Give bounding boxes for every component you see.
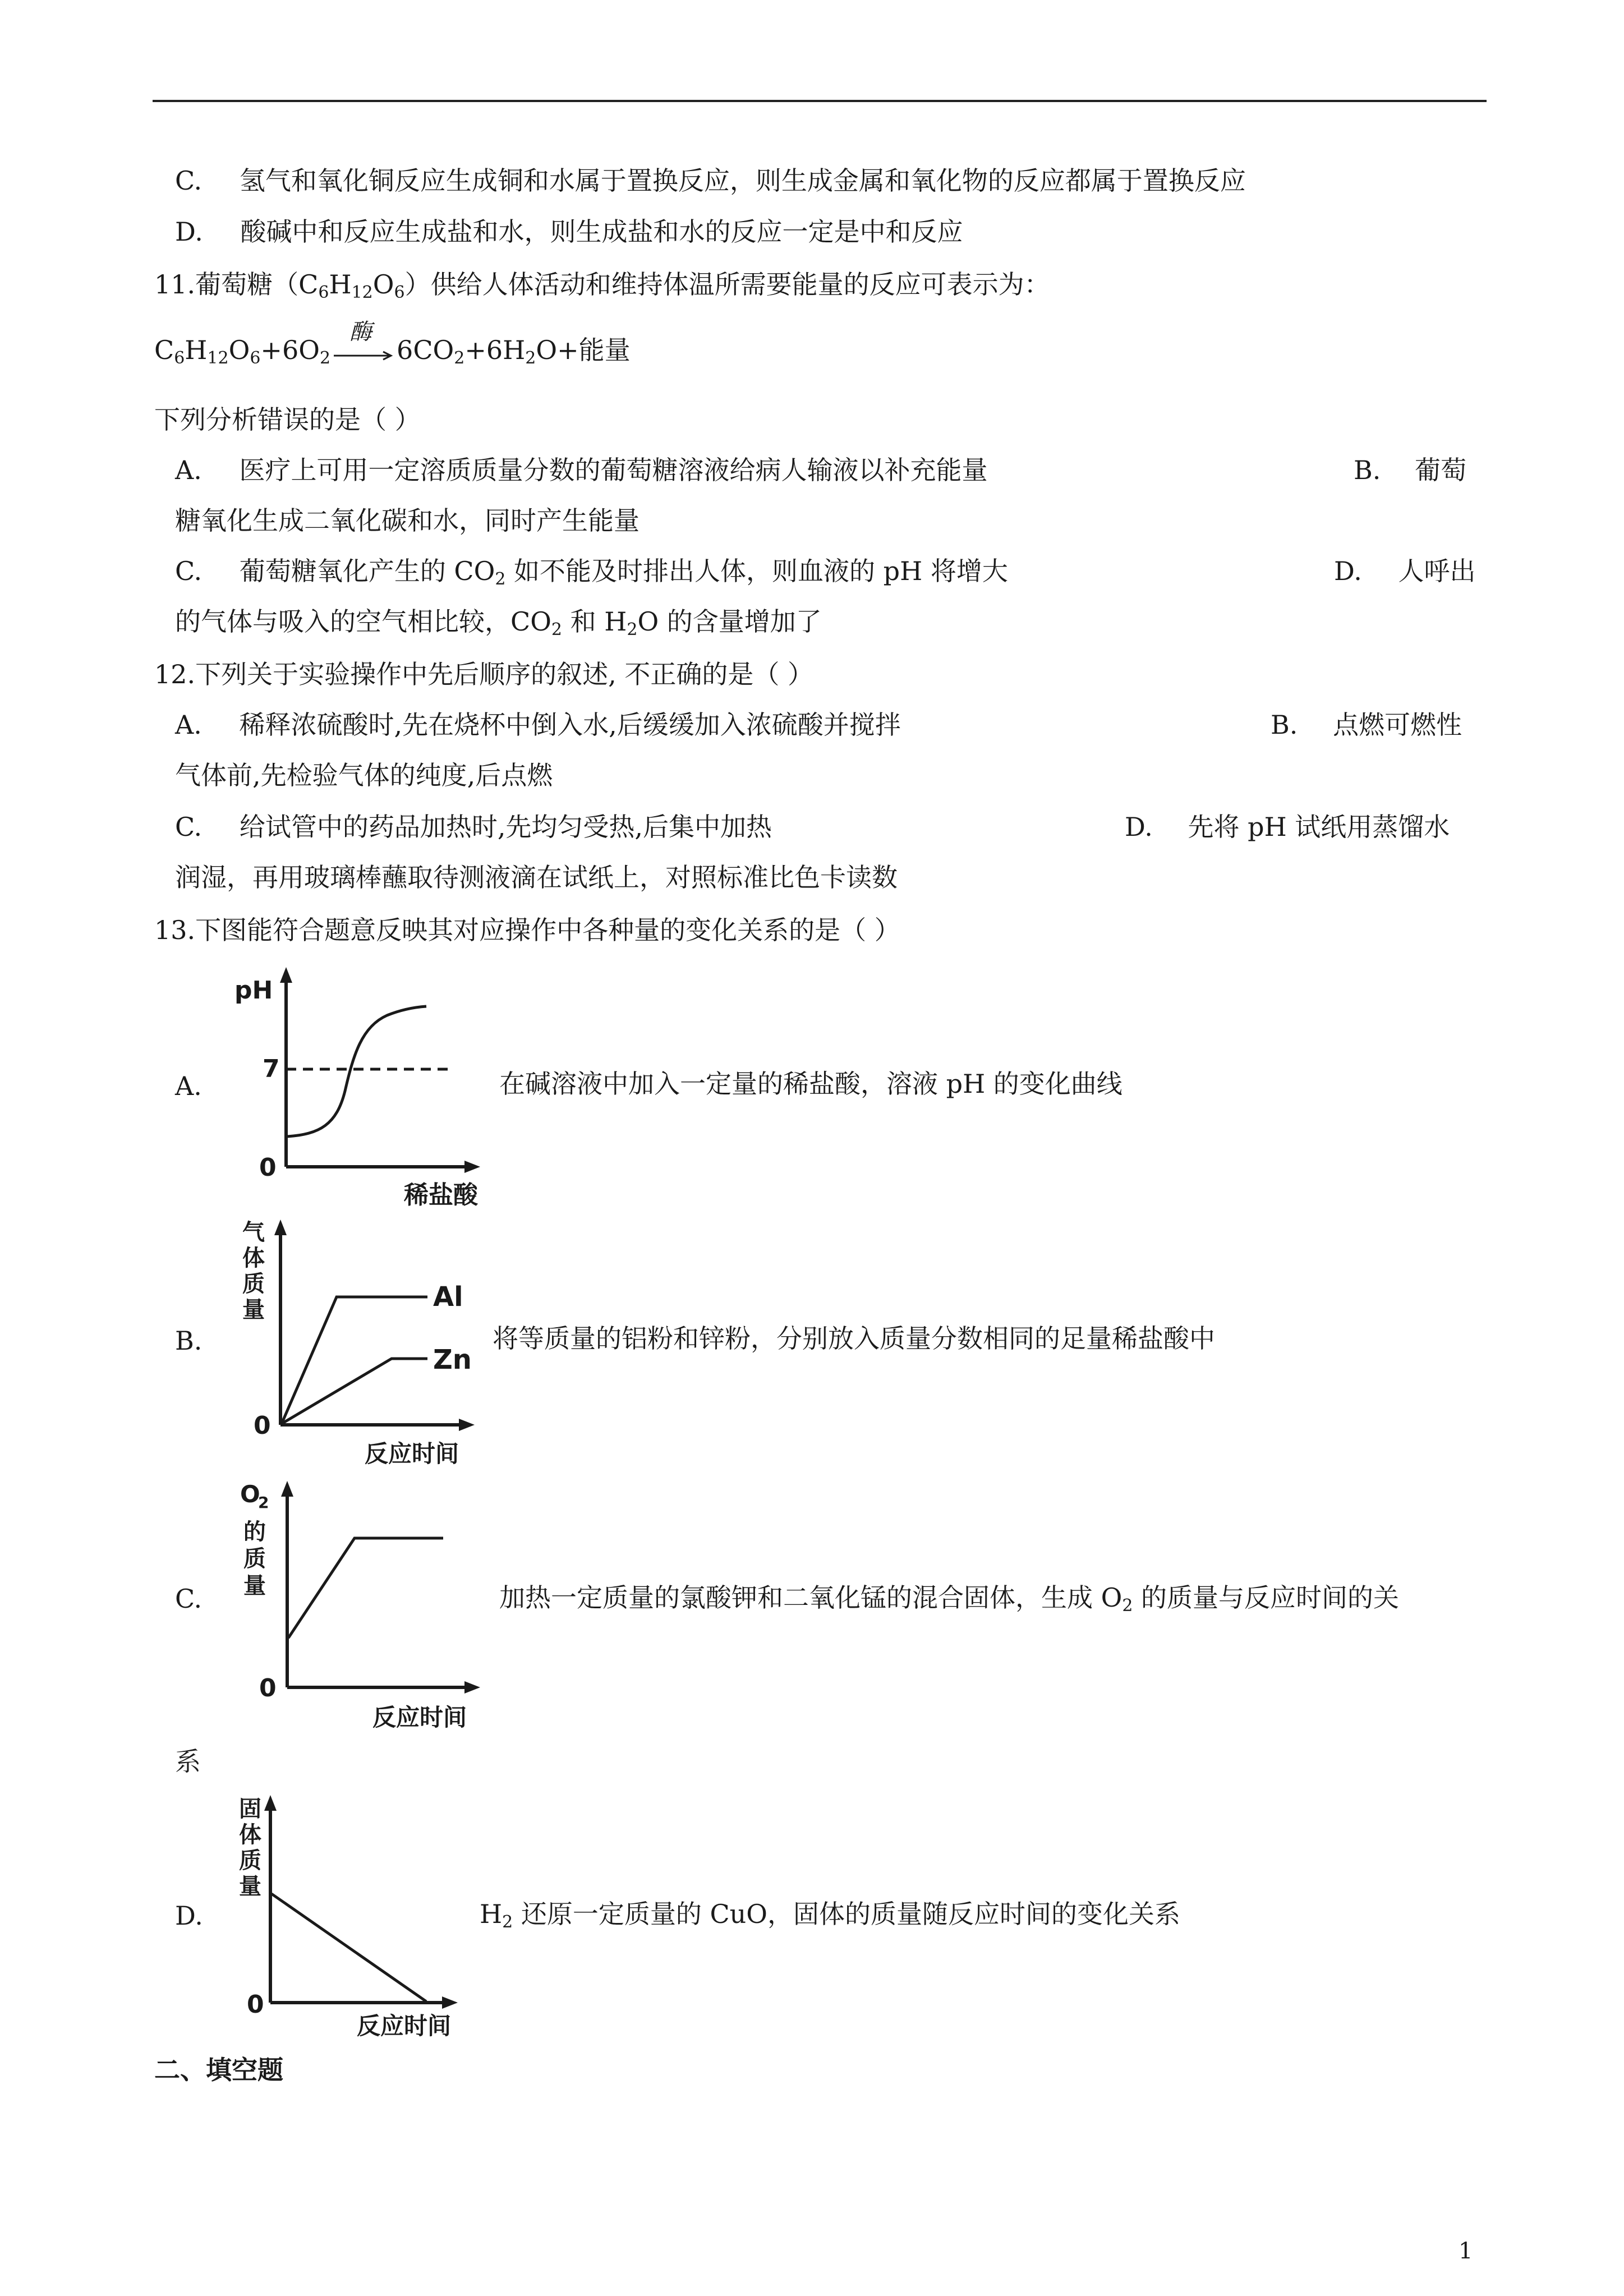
q13-option-b-text: 将等质量的铝粉和锌粉，分别放入质量分数相同的足量稀盐酸中 <box>493 1323 1215 1354</box>
svg-text:质: 质 <box>239 1848 261 1874</box>
graph-origin: 0 <box>259 1153 277 1182</box>
q11-stem: 11.葡萄糖$(C_6H_{12}O_6)$供给人体活动和维持体温所需要能量的反应可表示为： <box>154 269 1050 302</box>
series-label-zn: Zn <box>433 1344 472 1375</box>
q12-option-b: B. 点燃可燃性 <box>1271 710 1462 740</box>
graph-origin: 0 <box>259 1674 277 1703</box>
svg-text:质: 质 <box>243 1546 266 1572</box>
svg-text:量: 量 <box>242 1297 265 1323</box>
svg-text:量: 量 <box>239 1874 261 1899</box>
q12-option-b-cont: 气体前,先检验气体的纯度,后点燃 <box>175 760 553 790</box>
page-number: 1 <box>1459 2238 1473 2264</box>
option-label: D. <box>175 217 203 247</box>
q12-option-c: C. 给试管中的药品加热时,先均匀受热,后集中加热 <box>175 812 772 842</box>
graph-x-label: 反应时间 <box>357 2012 452 2040</box>
q11-option-b: B. 葡萄 <box>1354 455 1467 485</box>
graph-origin: 0 <box>254 1411 271 1440</box>
svg-text:量: 量 <box>243 1573 266 1599</box>
q13-option-c-label: C. <box>175 1584 203 1614</box>
q13-option-d-text: $H_2$ 还原一定质量的 CuO，固体的质量随反应时间的变化关系 <box>480 1899 1180 1932</box>
graph-x-label: 稀盐酸 <box>404 1181 478 1209</box>
graph-x-label: 反应时间 <box>372 1704 467 1731</box>
svg-text:的: 的 <box>243 1519 266 1545</box>
header-rule <box>153 100 1487 102</box>
q13-graph-d <box>224 1784 494 2042</box>
graph-y-mark: 7 <box>263 1055 280 1083</box>
svg-text:固: 固 <box>239 1796 261 1822</box>
svg-text:体: 体 <box>242 1245 265 1271</box>
prev-option-d <box>175 215 963 249</box>
graph-origin: 0 <box>247 1990 264 2019</box>
q11-prompt: 下列分析错误的是（ ） <box>154 404 421 435</box>
option-label: C. <box>175 165 203 196</box>
option-text: 氢气和氧化铜反应生成铜和水属于置换反应，则生成金属和氧化物的反应都属于置换反应 <box>239 165 1246 196</box>
svg-text:体: 体 <box>239 1822 261 1848</box>
q11-option-d-cont: 的气体与吸入的空气相比较，$CO_2$ 和 $H_2O$ 的含量增加了 <box>175 606 822 639</box>
section-title: 二、填空题 <box>154 2055 283 2085</box>
svg-text:气: 气 <box>242 1220 265 1245</box>
q11-option-a: A. 医疗上可用一定溶质质量分数的葡萄糖溶液给病人输液以补充能量 <box>175 455 988 485</box>
q13-stem: 13.下图能符合题意反映其对应操作中各种量的变化关系的是（ ） <box>154 915 900 945</box>
q12-option-d-cont: 润湿，再用玻璃棒蘸取待测液滴在试纸上，对照标准比色卡读数 <box>175 862 898 892</box>
graph-x-label: 反应时间 <box>365 1440 459 1467</box>
q13-option-a-label: A. <box>175 1071 202 1101</box>
q13-option-b-label: B. <box>175 1326 203 1356</box>
q13-option-a-text: 在碱溶液中加入一定量的稀盐酸，溶液 pH 的变化曲线 <box>499 1069 1122 1099</box>
svg-text:O: O <box>240 1480 260 1508</box>
q13-option-c-text: 加热一定质量的氯酸钾和二氧化锰的混合固体，生成 $O_2$ 的质量与反应时间的关 <box>499 1582 1400 1616</box>
q13-graph-c <box>224 1470 494 1733</box>
q12-stem: 12.下列关于实验操作中先后顺序的叙述, 不正确的是（ ） <box>154 659 814 689</box>
enzyme-label: 酶 <box>349 319 372 345</box>
reaction-arrow <box>333 319 394 359</box>
q13-option-c-text-cont: 系 <box>175 1746 201 1777</box>
q13-option-d-label: D. <box>175 1901 203 1931</box>
q12-option-d: D. 先将 pH 试纸用蒸馏水 <box>1125 812 1450 842</box>
graph-y-label: pH <box>234 976 273 1005</box>
q11-option-b-cont: 糖氧化生成二氧化碳和水，同时产生能量 <box>175 505 640 536</box>
q13-graph-b <box>224 1212 494 1470</box>
q11-option-d: D. 人呼出 <box>1334 556 1476 586</box>
series-label-al: Al <box>433 1281 463 1313</box>
svg-text:质: 质 <box>242 1271 265 1297</box>
arrow-icon <box>333 350 394 361</box>
svg-text:2: 2 <box>258 1493 269 1512</box>
q12-option-a: A. 稀释浓硫酸时,先在烧杯中倒入水,后缓缓加入浓硫酸并搅拌 <box>175 710 901 740</box>
prev-option-c <box>175 164 1246 197</box>
q11-option-c: C. 葡萄糖氧化产生的 $CO_2$ 如不能及时排出人体，则血液的 pH 将增大 <box>175 556 1008 589</box>
q13-graph-a <box>224 965 505 1212</box>
q11-equation: $C_6H_{12}O_6+6O_2$ 酶 $6CO_2+6H_2O+$能量 <box>154 333 631 367</box>
option-text: 酸碱中和反应生成盐和水，则生成盐和水的反应一定是中和反应 <box>240 217 963 247</box>
